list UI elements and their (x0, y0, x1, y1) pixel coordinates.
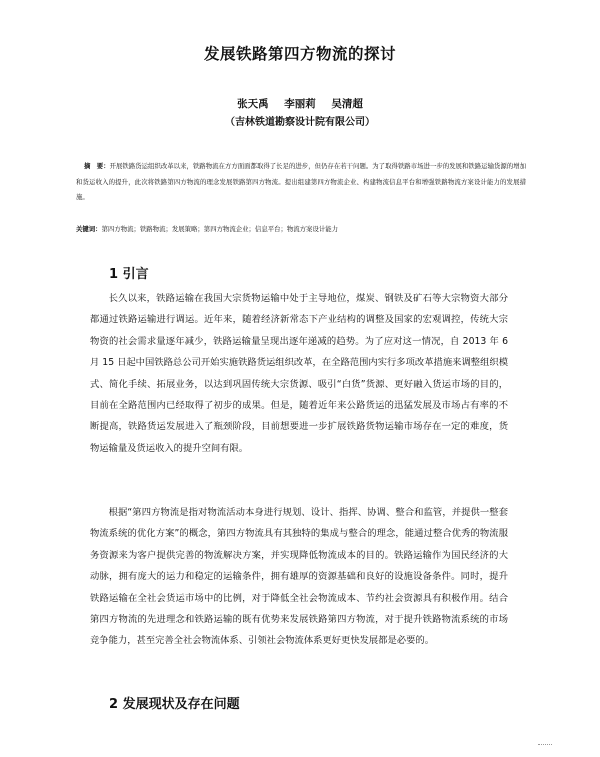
section-heading-introduction: 1 引言 (109, 267, 149, 282)
keywords (76, 222, 526, 236)
section-heading-status: 2 发展现状及存在问题 (109, 697, 240, 712)
abstract-label: 摘 要： (84, 162, 110, 170)
keywords-label: 关键词： (76, 225, 102, 233)
body-paragraph: 根据“第四方物流是指对物流活动本身进行规划、设计、指挥、协调、整合和监管，并提供一整套物流系统的优化方案”的概念，第四方物流具有其独特的集成与整合的理念，能通过整合优秀的物流服务资源来为客户提供完善的物流解决方案，并实现降低物流成本的目的。铁路运输作为国民经济的大动脉，拥有庞大的运力和稳定的运输条件，拥有雄厚的资源基础和良好的设施设备条件。同时，提升铁路运输在全社会货运市场中的比例，对于降低全社会物流成本、节约社会资源具有积极作用。结合第四方物流的先进理念和铁路运输的既有优势来发展铁路第四方物流，对于提升铁路物流系统的市场竞争能力，甚至完善全社会物流体系、引领社会物流体系更好更快发展都是必要的。 (90, 507, 508, 647)
author-affiliation: （吉林铁道勘察设计院有限公司） (225, 117, 375, 128)
keywords-text: 第四方物流；铁路物流；发展策略；第四方物流企业；信息平台；物流方案设计能力 (101, 225, 339, 233)
abstract-text: 开展铁路货运组织改革以来，铁路物流在方方面面都取得了长足的进步，但仍存在若干问题。为了取得铁路市场进一步的发展和铁路运输货源的增加和货运收入的提升，此次将铁路第四方物流的理念发展铁路第四方物流。提出组建第四方物流企业、构建物流信息平台和增强铁路物流方案设计能力的发展措施。 (76, 162, 526, 201)
author-list: 张天禹 李丽莉 吴清超 (237, 98, 363, 110)
page-corner-mark (538, 744, 552, 746)
body-paragraph: 长久以来，铁路运输在我国大宗货物运输中处于主导地位，煤炭、钢铁及矿石等大宗物资大部分都通过铁路运输进行调运。近年来，随着经济新常态下产业结构的调整及国家的宏观调控，传统大宗物资的社会需求量逐年减少，铁路运输量呈现出逐年递减的趋势。为了应对这一情况，自 2013 年 6 月 15 日起中国铁路总公司开始实施铁路货运组织改革，在全路范围内实行多项改革措施来调整组织模式、简化手续、拓展业务，以达到巩固传统大宗货源、吸引“白货”货源、更好融入货运市场的目的，目前在全路范围内已经取得了初步的成果。但是，随着近年来公路货运的迅猛发展及市场占有率的不断提高，铁路货运发展进入了瓶颈阶段，目前想要进一步扩展铁路货物运输市场存在一定的难度，货物运输量及货运收入的提升空间有限。 (90, 293, 508, 454)
abstract (76, 159, 526, 206)
paper-title: 发展铁路第四方物流的探讨 (203, 45, 396, 63)
